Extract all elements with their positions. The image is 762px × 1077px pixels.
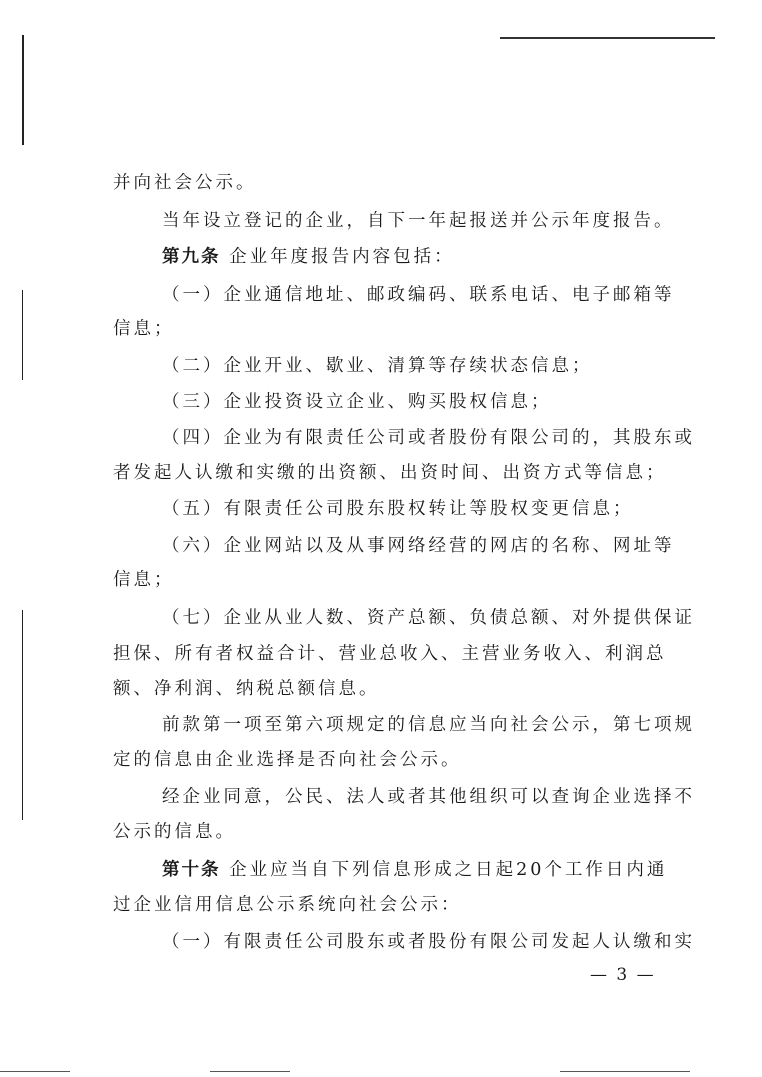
- text-line: （一）有限责任公司股东或者股份有限公司发起人认缴和实: [162, 932, 695, 952]
- article-heading: 第十条: [162, 860, 221, 880]
- text-line: 信息；: [113, 319, 175, 339]
- article-10-line: [162, 857, 672, 883]
- text-span: 企业年度报告内容包括：: [229, 247, 455, 267]
- text-line: 担保、所有者权益合计、营业总收入、主营业务收入、利润总: [113, 644, 667, 664]
- text-line: （四）企业为有限责任公司或者股份有限公司的，其股东或: [162, 428, 695, 448]
- text-line: （一）企业通信地址、邮政编码、联系电话、电子邮箱等: [162, 285, 675, 305]
- scan-edge-mark: [22, 610, 23, 820]
- scan-edge-mark: [560, 1071, 690, 1072]
- text-line: 并向社会公示。: [113, 173, 257, 193]
- article-9-line: [162, 244, 672, 270]
- text-line: 过企业信用信息公示系统向社会公示：: [113, 895, 462, 915]
- text-line: （二）企业开业、歇业、清算等存续状态信息；: [162, 356, 593, 376]
- text-line: 前款第一项至第六项规定的信息应当向社会公示，第七项规: [162, 715, 695, 735]
- text-line: 经企业同意，公民、法人或者其他组织可以查询企业选择不: [162, 787, 695, 807]
- text-line: 定的信息由企业选择是否向社会公示。: [113, 750, 462, 770]
- text-line: （五）有限责任公司股东股权转让等股权变更信息；: [162, 499, 634, 519]
- scan-edge-mark: [0, 1071, 70, 1072]
- header-rule: [500, 37, 715, 39]
- text-line: （六）企业网站以及从事网络经营的网店的名称、网址等: [162, 536, 675, 556]
- text-line: 当年设立登记的企业，自下一年起报送并公示年度报告。: [162, 211, 675, 231]
- text-line: 额、净利润、纳税总额信息。: [113, 679, 380, 699]
- text-line: 者发起人认缴和实缴的出资额、出资时间、出资方式等信息；: [113, 463, 667, 483]
- scan-edge-mark: [22, 35, 24, 145]
- text-line: （三）企业投资设立企业、购买股权信息；: [162, 392, 552, 412]
- text-span: 企业应当自下列信息形成之日起20个工作日内通: [229, 860, 668, 880]
- text-line: 公示的信息。: [113, 822, 236, 842]
- text-line: 信息；: [113, 570, 175, 590]
- article-heading: 第九条: [162, 247, 221, 267]
- text-line: （七）企业从业人数、资产总额、负债总额、对外提供保证: [162, 608, 695, 628]
- scan-edge-mark: [210, 1071, 290, 1072]
- scan-edge-mark: [22, 290, 23, 380]
- page-number: — 3 —: [590, 965, 656, 985]
